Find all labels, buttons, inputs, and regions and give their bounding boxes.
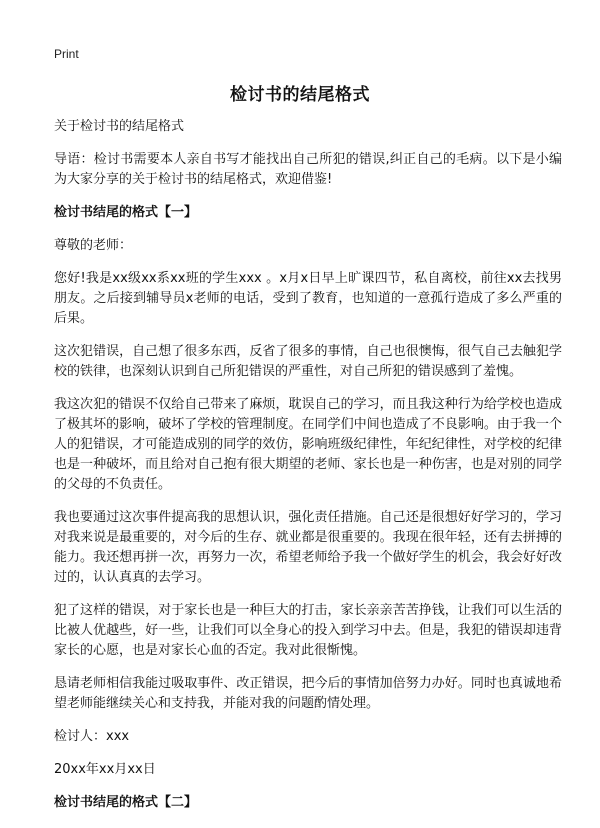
page-title: 检讨书的结尾格式: [230, 85, 370, 105]
document-body: [54, 117, 562, 826]
date-text: 20xx年xx月xx日: [54, 762, 156, 777]
subtitle-text: 关于检讨书的结尾格式: [54, 119, 185, 134]
intro-paragraph: 导语：检讨书需要本人亲自书写才能找出自己所犯的错误,纠正自己的毛病。以下是小编为大家分享的关于检讨书的结尾格式，欢迎借鉴!: [54, 152, 562, 187]
body-paragraph: 我也要通过这次事件提高我的思想认识，强化责任措施。自己还是很想好好学习的，学习对我来说是最重要的，对今后的生存、就业都是很重要的。我现在很年轻，还有去拼搏的能力。我还想再拼一次，再努力一次，希望老师给予我一个做好学生的机会，我会好好改过的，认认真真的去学习。: [54, 510, 562, 585]
body-paragraph: 我这次犯的错误不仅给自己带来了麻烦，耽误自己的学习，而且我这种行为给学校也造成了极其坏的影响，破坏了学校的管理制度。在同学们中间也造成了不良影响。由于我一个人的犯错误，才可能造成别的同学的效仿，影响班级纪律性，年纪纪律性，对学校的纪律也是一种破坏，而且给对自己抱有很大期望的老师、家长也是一种伤害，也是对别的同学的父母的不负责任。: [54, 397, 562, 492]
print-link[interactable]: Print: [54, 47, 79, 61]
greeting-text: 尊敬的老师：: [54, 238, 133, 253]
section-heading-1: 检讨书结尾的格式【一】: [54, 205, 198, 220]
body-paragraph: 恳请老师相信我能过吸取事件、改正错误，把今后的事情加倍努力办好。同时也真诚地希望老师能继续关心和支持我，并能对我的问题酌情处理。: [54, 676, 562, 711]
section-heading-2: 检讨书结尾的格式【二】: [54, 795, 198, 810]
signature-text: 检讨人：xxx: [54, 729, 130, 744]
body-paragraph: 这次犯错误，自己想了很多东西，反省了很多的事情，自己也很懊悔，很气自己去触犯学校的铁律，也深刻认识到自己所犯错误的严重性，对自己所犯的错误感到了羞愧。: [54, 344, 562, 379]
body-paragraph: 犯了这样的错误，对于家长也是一种巨大的打击，家长亲亲苦苦挣钱，让我们可以生活的比被人优越些，好一些，让我们可以全身心的投入到学习中去。但是，我犯的错误却违背家长的心愿，也是对家长心血的否定。我对此很惭愧。: [54, 603, 562, 658]
body-paragraph: 您好!我是xx级xx系xx班的学生xxx 。x月x日早上旷课四节，私自离校，前往xx去找男朋友。之后接到辅导员x老师的电话，受到了教育，也知道的一意孤行造成了多么严重的后果。: [54, 271, 562, 326]
